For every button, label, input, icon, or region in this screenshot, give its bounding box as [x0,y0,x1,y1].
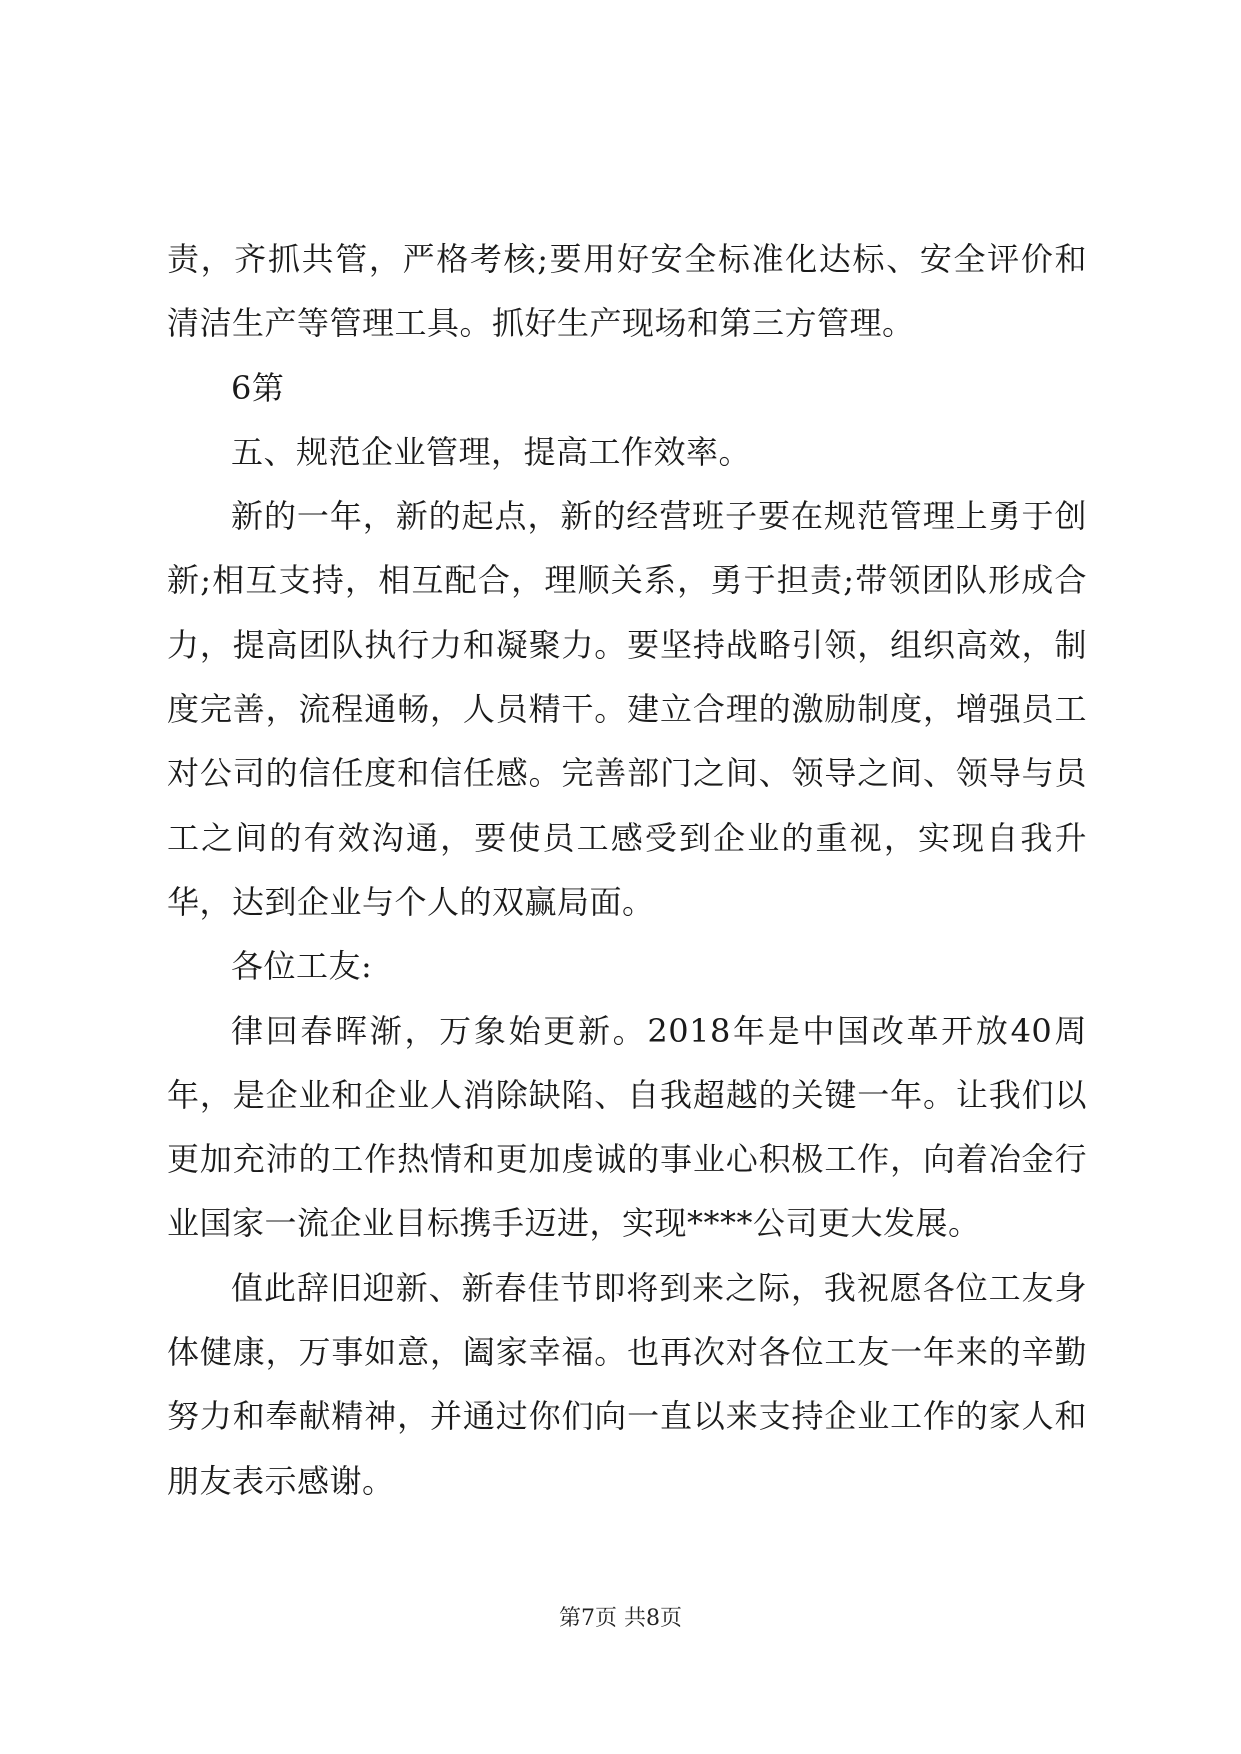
paragraph-fragment: 6第 [231,368,285,407]
paragraph-wishes: 值此辞旧迎新、新春佳节即将到来之际，我祝愿各位工友身体健康，万事如意，阖家幸福。也再次对各位工友一年来的辛勤努力和奉献精神，并通过你们向一直以来支持企业工作的家人和朋友表示感谢。 [167,1268,1087,1500]
page-number-footer: 第7页 共8页 [559,1606,682,1631]
document-body [167,227,1087,1513]
section-heading: 五、规范企业管理，提高工作效率。 [231,432,752,471]
paragraph-continuation: 责，齐抓共管，严格考核;要用好安全标准化达标、安全评价和清洁生产等管理工具。抓好生产现场和第三方管理。 [167,240,1087,343]
paragraph-management: 新的一年，新的起点，新的经营班子要在规范管理上勇于创新;相互支持，相互配合，理顺关系，勇于担责;带领团队形成合力，提高团队执行力和凝聚力。要坚持战略引领，组织高效，制度完善，流程通畅，人员精干。建立合理的激励制度，增强员工对公司的信任度和信任感。完善部门之间、领导之间、领导与员工之间的有效沟通，要使员工感受到企业的重视，实现自我升华，达到企业与个人的双赢局面。 [167,497,1087,921]
paragraph-new-year: 律回春晖渐，万象始更新。2018年是中国改革开放40周年，是企业和企业人消除缺陷、自我超越的关键一年。让我们以更加充沛的工作热情和更加虔诚的事业心积极工作，向着冶金行业国家一流企业目标携手迈进，实现****公司更大发展。 [167,1011,1087,1243]
salutation: 各位工友: [231,947,373,986]
